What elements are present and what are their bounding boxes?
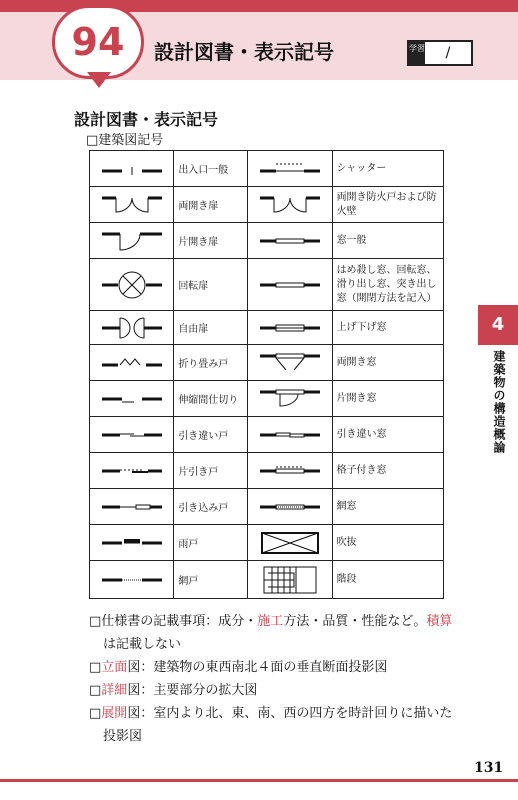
symbol-label: 階段 <box>332 561 443 599</box>
window-symbol-icon <box>248 223 332 259</box>
stairs-symbol-icon <box>248 561 332 599</box>
table-row <box>90 187 444 223</box>
section-number: 94 <box>71 20 125 64</box>
page-number: 131 <box>474 760 504 776</box>
badge-pointer <box>87 72 111 88</box>
note-item: □展開図：室内より北、東、南、西の四方を時計回りに描いた <box>89 706 453 721</box>
symbol-label: 窓一般 <box>332 223 443 259</box>
note-item-continued: は記載しない <box>103 637 182 652</box>
table-row <box>90 453 444 489</box>
symbol-label: 回転扉 <box>174 259 248 311</box>
storm-door-symbol-icon <box>90 525 174 561</box>
symbol-label: 網戸 <box>174 561 248 599</box>
screen-door-symbol-icon <box>90 561 174 599</box>
table-row <box>90 311 444 345</box>
entrance-symbol-icon <box>90 151 174 187</box>
sash-window-symbol-icon <box>248 311 332 345</box>
subsection-heading: □建築図記号 <box>86 133 164 148</box>
table-row <box>90 151 444 187</box>
symbol-label: 引き違い窓 <box>332 417 443 453</box>
symbol-label: 両開き防火戸および防火壁 <box>332 187 443 223</box>
chapter-tab[interactable]: 4 <box>478 305 518 345</box>
note-item-continued: 投影図 <box>103 729 143 744</box>
symbol-label: 両開き窓 <box>332 345 443 381</box>
swing-door-symbol-icon <box>90 311 174 345</box>
shutter-symbol-icon <box>248 151 332 187</box>
fixed-window-symbol-icon <box>248 259 332 311</box>
study-date-box[interactable] <box>407 40 473 66</box>
symbol-label: 網窓 <box>332 489 443 525</box>
section-heading: 設計図書・表示記号 <box>74 110 219 129</box>
table-row <box>90 525 444 561</box>
note-item: □詳細図：主要部分の拡大図 <box>89 683 258 698</box>
symbol-label: 格子付き窓 <box>332 453 443 489</box>
table-row <box>90 381 444 417</box>
table-row <box>90 561 444 599</box>
symbol-label: 片引き戸 <box>174 453 248 489</box>
note-item: □仕様書の記載事項：成分・施工方法・品質・性能など。積算 <box>89 614 453 629</box>
section-number-badge <box>52 5 144 79</box>
table-row <box>90 259 444 311</box>
symbol-label: はめ殺し窓、回転窓、滑り出し窓、突き出し窓（開閉方法を記入） <box>332 259 443 311</box>
symbol-label: 伸縮間仕切り <box>174 381 248 417</box>
notes-list <box>89 610 479 748</box>
fire-door-symbol-icon <box>248 187 332 223</box>
folding-door-symbol-icon <box>90 345 174 381</box>
symbol-label: 雨戸 <box>174 525 248 561</box>
single-door-symbol-icon <box>90 223 174 259</box>
symbol-label: 片開き扉 <box>174 223 248 259</box>
symbol-label: 吹抜 <box>332 525 443 561</box>
table-row <box>90 345 444 381</box>
study-date-value: / <box>445 45 451 61</box>
symbol-label: 引き違い戸 <box>174 417 248 453</box>
symbol-label: 出入口一般 <box>174 151 248 187</box>
screen-window-symbol-icon <box>248 489 332 525</box>
partition-symbol-icon <box>90 381 174 417</box>
atrium-symbol-icon <box>248 525 332 561</box>
table-row <box>90 417 444 453</box>
grille-window-symbol-icon <box>248 453 332 489</box>
symbol-label: シャッター <box>332 151 443 187</box>
footer-rule <box>0 779 518 782</box>
table-row <box>90 489 444 525</box>
symbol-label: 上げ下げ窓 <box>332 311 443 345</box>
symbol-label: 折り畳み戸 <box>174 345 248 381</box>
symbol-label: 引き込み戸 <box>174 489 248 525</box>
symbol-label: 自由扉 <box>174 311 248 345</box>
page-title: 設計図書・表示記号 <box>154 40 334 64</box>
chapter-label: 建築物の構造概論 <box>492 350 506 454</box>
note-item: □立面図：建築物の東西南北４面の垂直断面投影図 <box>89 660 388 675</box>
pocket-door-symbol-icon <box>90 489 174 525</box>
symbol-table <box>89 150 444 599</box>
table-row <box>90 223 444 259</box>
symbol-label: 片開き窓 <box>332 381 443 417</box>
single-sliding-door-symbol-icon <box>90 453 174 489</box>
sliding-window-symbol-icon <box>248 417 332 453</box>
symbol-label: 両開き扉 <box>174 187 248 223</box>
study-tag: 学習 <box>409 42 425 64</box>
revolving-door-symbol-icon <box>90 259 174 311</box>
casement-window-symbol-icon <box>248 345 332 381</box>
single-casement-window-symbol-icon <box>248 381 332 417</box>
sliding-door-symbol-icon <box>90 417 174 453</box>
double-door-symbol-icon <box>90 187 174 223</box>
